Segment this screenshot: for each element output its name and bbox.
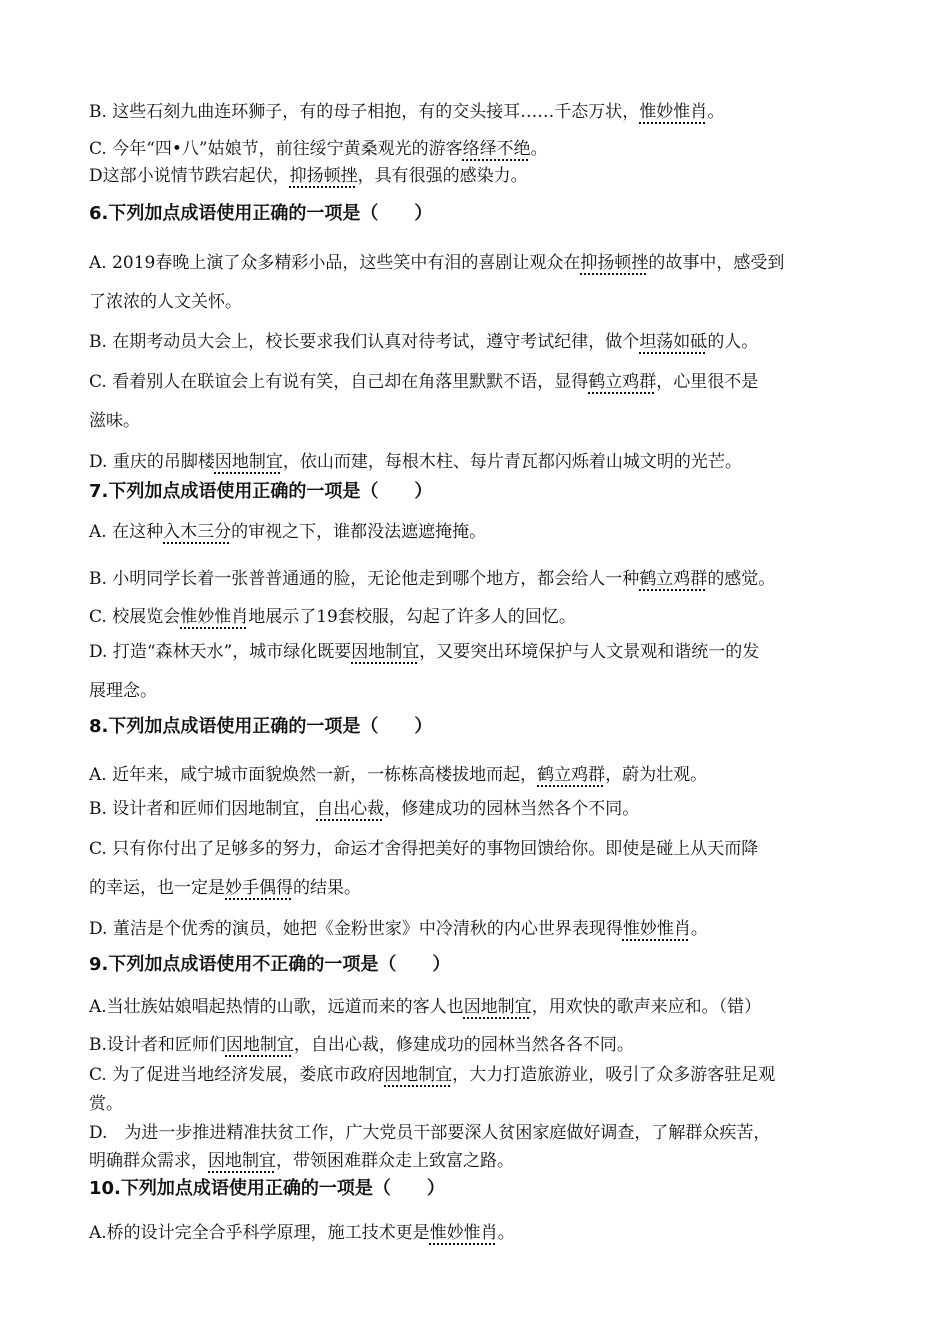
text: ，大力打造旅游业，吸引了众多游客驻足观 xyxy=(452,1065,776,1085)
option-line xyxy=(89,371,758,393)
text: 明确群众需求， xyxy=(89,1151,208,1171)
idiom-dotted: 坦荡如砥 xyxy=(639,332,708,352)
text: B.设计者和匠师们 xyxy=(89,1035,226,1055)
option-line xyxy=(89,252,784,274)
text: 赏。 xyxy=(89,1094,123,1114)
idiom-dotted: 鹤立鸡群 xyxy=(639,569,708,589)
text: C. 只有你付出了足够多的努力，命运才舍得把美好的事物回馈给你。即使是碰上从天而降 xyxy=(89,839,759,859)
text: 地展示了19套校服，勾起了许多人的回忆。 xyxy=(248,607,576,627)
text: D. 重庆的吊脚楼 xyxy=(89,452,215,472)
option-line xyxy=(89,1122,770,1144)
option-line xyxy=(89,838,758,860)
text: D. 打造“森林天水”，城市绿化既要 xyxy=(89,642,352,662)
idiom-dotted: 抑扬顿挫 xyxy=(580,253,649,273)
idiom-dotted: 因地制宜 xyxy=(351,642,420,662)
option-line xyxy=(89,451,742,473)
text: C. 今年“四•八”姑娘节，前往绥宁黄桑观光的游客 xyxy=(89,139,463,159)
option-line xyxy=(89,1064,775,1086)
option-line xyxy=(89,764,707,786)
option-line xyxy=(89,568,775,590)
text: 。 xyxy=(707,102,725,122)
option-line xyxy=(89,996,761,1018)
text: A. 在这种 xyxy=(89,522,164,542)
text: C. 校展览会 xyxy=(89,607,181,627)
idiom-dotted: 因地制宜 xyxy=(225,1035,294,1055)
text: ，具有很强的感染力。 xyxy=(357,166,528,186)
text: D这部小说情节跌宕起伏， xyxy=(89,166,290,186)
text: ，带领困难群众走上致富之路。 xyxy=(276,1151,514,1171)
text: A. 2019春晚上演了众多精彩小品，这些笑中有泪的喜剧让观众在 xyxy=(89,253,581,273)
text: B. 在期考动员大会上，校长要求我们认真对待考试，遵守考试纪律，做个 xyxy=(89,332,640,352)
text: 滋味。 xyxy=(89,411,140,431)
text: ，自出心裁，修建成功的园林当然各各不同。 xyxy=(293,1035,634,1055)
idiom-dotted: 因地制宜 xyxy=(463,997,532,1017)
text: 的审视之下，谁都没法遮遮掩掩。 xyxy=(231,522,487,542)
text: 的幸运，也一定是 xyxy=(89,878,225,898)
question-heading: 8.下列加点成语使用正确的一项是（ ） xyxy=(89,716,433,737)
text: 。 xyxy=(530,139,548,159)
option-line xyxy=(89,606,576,628)
idiom-dotted: 因地制宜 xyxy=(214,452,283,472)
text: 。 xyxy=(497,1223,515,1243)
option-line xyxy=(89,101,724,123)
idiom-dotted: 因地制宜 xyxy=(384,1065,453,1085)
idiom-dotted: 抑扬顿挫 xyxy=(289,166,358,186)
idiom-dotted: 惟妙惟肖 xyxy=(180,607,249,627)
option-line xyxy=(89,798,639,820)
option-line xyxy=(89,641,759,663)
question-heading: 10.下列加点成语使用正确的一项是（ ） xyxy=(89,1178,445,1199)
text: A. 近年来，咸宁城市面貌焕然一新，一栋栋高楼拔地而起， xyxy=(89,765,538,785)
question-heading: 7.下列加点成语使用正确的一项是（ ） xyxy=(89,481,433,502)
option-line xyxy=(89,521,486,543)
text: A.当壮族姑娘唱起热情的山歌，远道而来的客人也 xyxy=(89,997,464,1017)
text: ，心里很不是 xyxy=(656,372,759,392)
option-line xyxy=(89,165,528,187)
text: 的结果。 xyxy=(293,878,361,898)
text: ，依山而建，每根木柱、每片青瓦都闪烁着山城文明的光芒。 xyxy=(282,452,742,472)
option-line xyxy=(89,1093,123,1115)
text: ，用欢快的歌声来应和。（错） xyxy=(531,997,762,1017)
text: 的人。 xyxy=(707,332,759,352)
option-line xyxy=(89,1034,634,1056)
text: 了浓浓的人文关怀。 xyxy=(89,292,242,312)
idiom-dotted: 鹤立鸡群 xyxy=(588,372,657,392)
option-line xyxy=(89,1150,514,1172)
option-line xyxy=(89,877,361,899)
option-line xyxy=(89,918,708,940)
option-line xyxy=(89,291,242,313)
question-heading: 9.下列加点成语使用不正确的一项是（ ） xyxy=(89,954,451,975)
text: D. 董洁是个优秀的演员，她把《金粉世家》中冷清秋的内心世界表现得 xyxy=(89,919,623,939)
idiom-dotted: 惟妙惟肖 xyxy=(622,919,691,939)
text: ，蔚为壮观。 xyxy=(605,765,708,785)
option-line xyxy=(89,1222,515,1244)
text: 展理念。 xyxy=(89,681,157,701)
idiom-dotted: 自出心裁 xyxy=(316,799,385,819)
text: B. 设计者和匠师们因地制宜， xyxy=(89,799,317,819)
text: C. 看着别人在联谊会上有说有笑，自己却在角落里默默不语，显得 xyxy=(89,372,589,392)
option-line xyxy=(89,331,758,353)
text: B. 小明同学长着一张普普通通的脸，无论他走到哪个地方，都会给人一种 xyxy=(89,569,640,589)
text: C. 为了促进当地经济发展，娄底市政府 xyxy=(89,1065,385,1085)
option-line xyxy=(89,138,548,160)
text: 的感觉。 xyxy=(707,569,776,589)
idiom-dotted: 鹤立鸡群 xyxy=(537,765,606,785)
option-line xyxy=(89,680,157,702)
idiom-dotted: 惟妙惟肖 xyxy=(639,102,708,122)
question-heading: 6.下列加点成语使用正确的一项是（ ） xyxy=(89,203,433,224)
idiom-dotted: 入木三分 xyxy=(163,522,232,542)
idiom-dotted: 妙手偶得 xyxy=(225,878,293,898)
text: ，修建成功的园林当然各个不同。 xyxy=(384,799,640,819)
text: D. 为进一步推进精准扶贫工作，广大党员干部要深人贫困家庭做好调查，了解群众疾苦， xyxy=(89,1123,771,1143)
idiom-dotted: 因地制宜 xyxy=(208,1151,276,1171)
idiom-dotted: 惟妙惟肖 xyxy=(429,1223,498,1243)
text: A.桥的设计完全合乎科学原理，施工技术更是 xyxy=(89,1223,430,1243)
text: 的故事中，感受到 xyxy=(648,253,785,273)
option-line xyxy=(89,410,140,432)
text: B. 这些石刻九曲连环狮子，有的母子相抱，有的交头接耳……千态万状， xyxy=(89,102,640,122)
idiom-dotted: 络绎不绝 xyxy=(462,139,531,159)
text: ，又要突出环境保护与人文景观和谐统一的发 xyxy=(419,642,760,662)
text: 。 xyxy=(690,919,708,939)
